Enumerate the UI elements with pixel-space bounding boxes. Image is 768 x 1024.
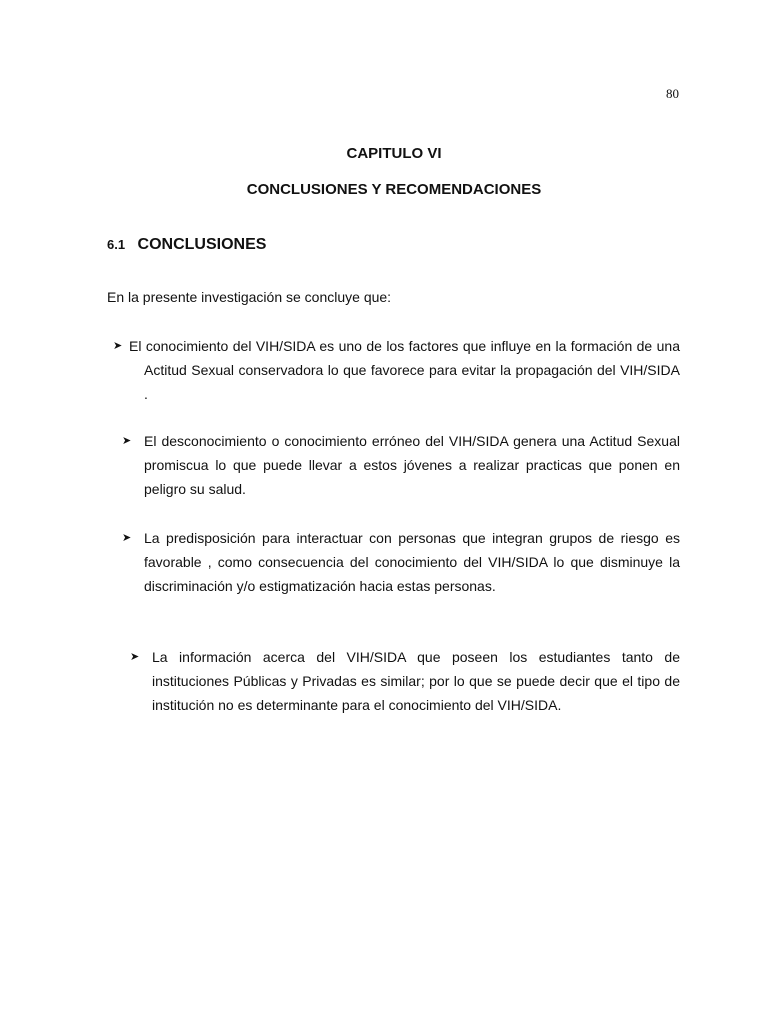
conclusion-item bbox=[130, 645, 680, 717]
chapter-title: CAPITULO VI bbox=[346, 145, 442, 162]
conclusion-text: El desconocimiento o conocimiento erróneo del VIH/SIDA genera una Actitud Sexual promiscua lo que puede llevar a estos jóvenes a realizar practicas que ponen en peligro su salud. bbox=[144, 433, 680, 497]
section-heading bbox=[107, 236, 266, 254]
section-title: CONCLUSIONES bbox=[137, 236, 267, 253]
intro-paragraph: En la presente investigación se concluye que: bbox=[107, 289, 392, 305]
page-number: 80 bbox=[666, 86, 679, 101]
bullet-arrow-icon: ➤ bbox=[122, 532, 132, 544]
conclusion-text: La información acerca del VIH/SIDA que poseen los estudiantes tanto de instituciones Públicas y Privadas es similar; por lo que se puede decir que el tipo de institución no es determinante para el conocimiento del VIH/SIDA. bbox=[152, 649, 680, 713]
chapter-subtitle: CONCLUSIONES Y RECOMENDACIONES bbox=[246, 181, 542, 198]
conclusion-item bbox=[122, 429, 680, 501]
conclusion-item bbox=[122, 526, 680, 598]
bullet-arrow-icon: ➤ bbox=[113, 340, 123, 352]
conclusion-text: La predisposición para interactuar con personas que integran grupos de riesgo es favorable , como consecuencia del conocimiento del VIH/SIDA lo que disminuye la discriminación y/o estigmatización hacia estas personas. bbox=[144, 530, 680, 594]
section-number: 6.1 bbox=[107, 237, 126, 252]
conclusion-item bbox=[113, 334, 680, 406]
bullet-arrow-icon: ➤ bbox=[130, 651, 140, 663]
bullet-arrow-icon: ➤ bbox=[122, 435, 132, 447]
conclusion-text: El conocimiento del VIH/SIDA es uno de los factores que influye en la formación de una Actitud Sexual conservadora lo que favorece para evitar la propagación del VIH/SIDA . bbox=[129, 338, 680, 402]
